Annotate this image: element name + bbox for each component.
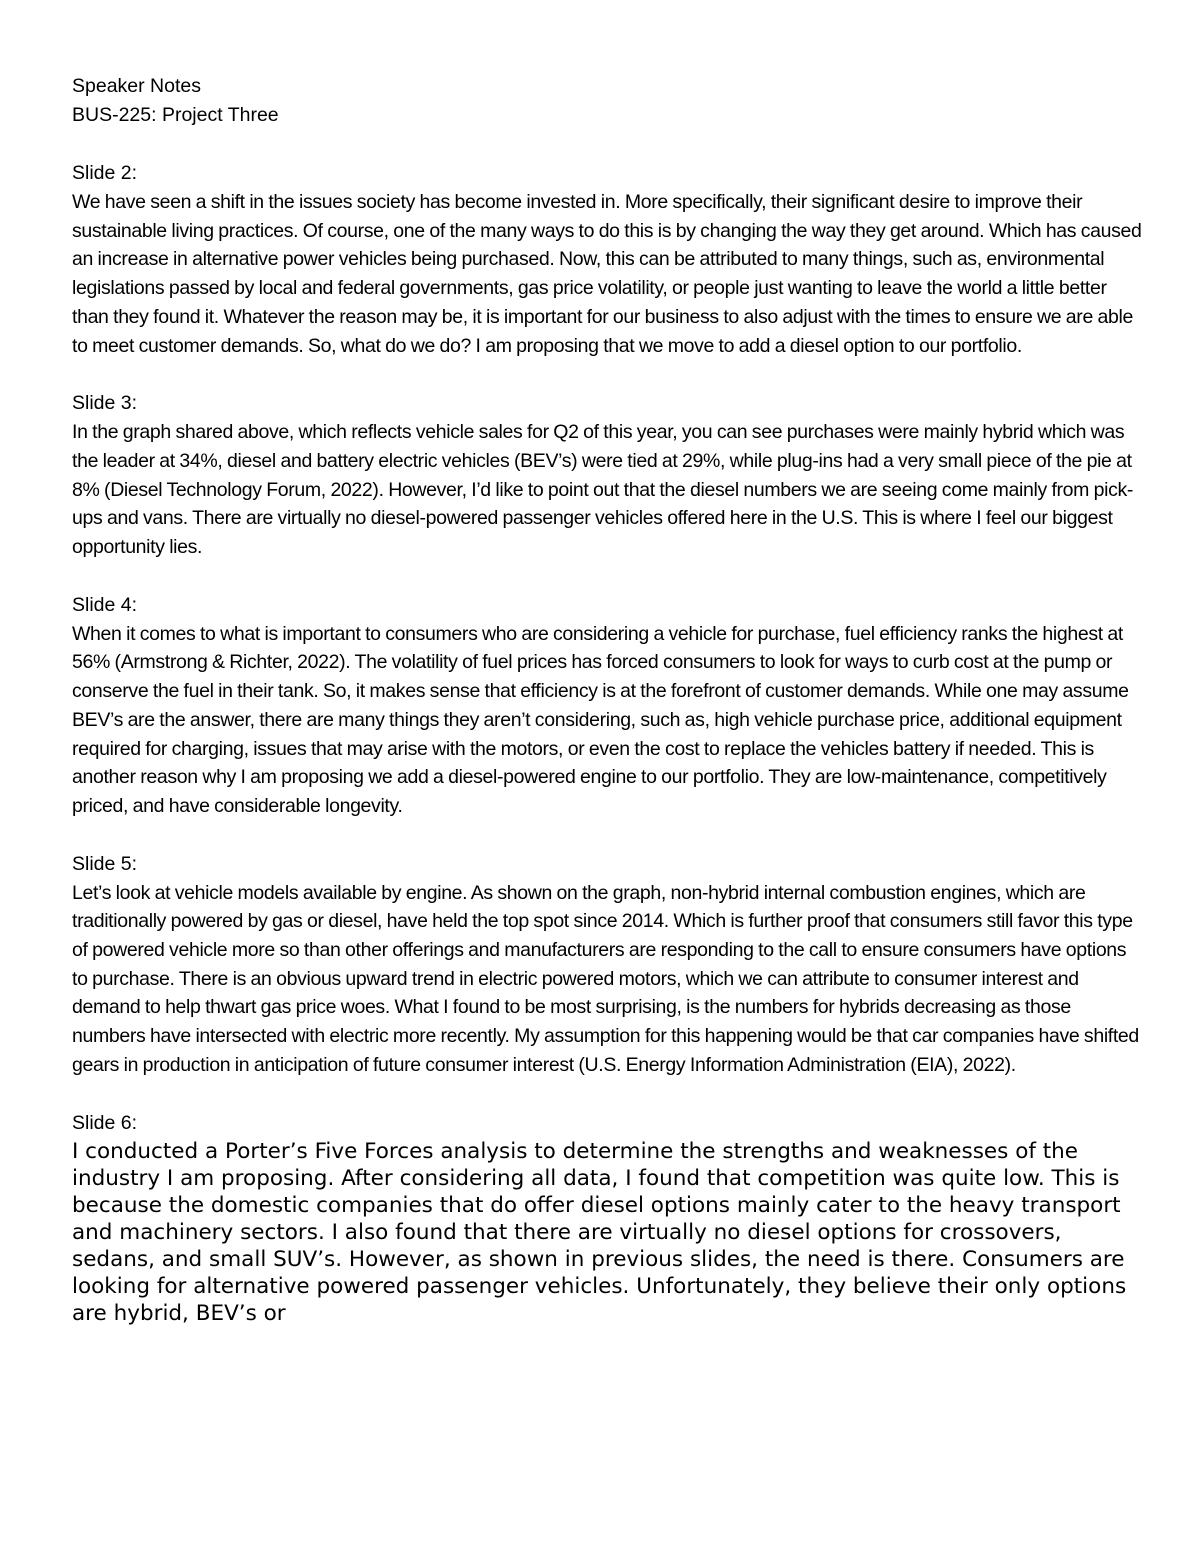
spacer [72, 821, 1142, 850]
course-title: BUS-225: Project Three [72, 104, 279, 126]
spacer [72, 360, 1142, 389]
slide-6-heading: Slide 6: [72, 1111, 138, 1134]
document-title: Speaker Notes [72, 75, 201, 97]
document-page [72, 72, 1142, 1327]
spacer [72, 1080, 1142, 1109]
slide-6-notes: I conducted a Porter’s Five Forces analysis to determine the strengths and weaknesses of the industry I am proposing. After considering all data, I found that competition was quite low. This is because the domestic companies that do offer diesel options mainly cater to the heavy transport and machinery sectors. I also found that there are virtually no diesel options for crossovers, sedans, and small SUV’s. However, as shown in previous slides, the need is there. Consumers are looking for alternative powered passenger vehicles. Unfortunately, they believe their only options are hybrid, BEV’s or [72, 1138, 1127, 1326]
slide-3-heading: Slide 3: [72, 392, 138, 415]
slide-2-notes: We have seen a shift in the issues society has become invested in. More specifically, their significant desire to improve their sustainable living practices. Of course, one of the many ways to do this is by changing the way they get around. Which has caused an increase in alternative power vehicles being purchased. Now, this can be attributed to many things, such as, environmental legislations passed by local and federal governments, gas price volatility, or people just wanting to leave the world a little better than they found it. Whatever the reason may be, it is important for our business to also adjust with the times to ensure we are able to meet customer demands. So, what do we do? I am proposing that we move to add a diesel option to our portfolio. [72, 191, 1142, 357]
slide-5-heading: Slide 5: [72, 852, 138, 875]
slide-5-notes: Let’s look at vehicle models available by engine. As shown on the graph, non-hybrid internal combustion engines, which are traditionally powered by gas or diesel, have held the top spot since 2014. Which is further proof that consumers still favor this type of powered vehicle more so than other offerings and manufacturers are responding to the call to ensure consumers have options to purchase. There is an obvious upward trend in electric powered motors, which we can attribute to consumer interest and demand to help thwart gas price woes. What I found to be most surprising, is the numbers for hybrids decreasing as those numbers have intersected with electric more recently. My assumption for this happening would be that car companies have shifted gears in production in anticipation of future consumer interest (U.S. Energy Information Administration (EIA), 2022). [72, 881, 1139, 1076]
spacer [72, 130, 1142, 159]
slide-4-heading: Slide 4: [72, 593, 138, 616]
slide-2-heading: Slide 2: [72, 162, 138, 184]
slide-4-notes: When it comes to what is important to consumers who are considering a vehicle for purchase, fuel efficiency ranks the highest at 56% (Armstrong & Richter, 2022). The volatility of fuel prices has forced consumers to look for ways to curb cost at the pump or conserve the fuel in their tank. So, it makes sense that efficiency is at the forefront of customer demands. While one may assume BEV’s are the answer, there are many things they aren’t considering, such as, high vehicle purchase price, additional equipment required for charging, issues that may arise with the motors, or even the cost to replace the vehicles battery if needed. This is another reason why I am proposing we add a diesel-powered engine to our portfolio. They are low-maintenance, competitively priced, and have considerable longevity. [72, 622, 1129, 817]
spacer [72, 562, 1142, 591]
slide-3-notes: In the graph shared above, which reflects vehicle sales for Q2 of this year, you can see purchases were mainly hybrid which was the leader at 34%, diesel and battery electric vehicles (BEV’s) were tied at 29%, while plug-ins had a very small piece of the pie at 8% (Diesel Technology Forum, 2022). However, I’d like to point out that the diesel numbers we are seeing come mainly from pick-ups and vans. There are virtually no diesel-powered passenger vehicles offered here in the U.S. This is where I feel our biggest opportunity lies. [72, 421, 1134, 559]
